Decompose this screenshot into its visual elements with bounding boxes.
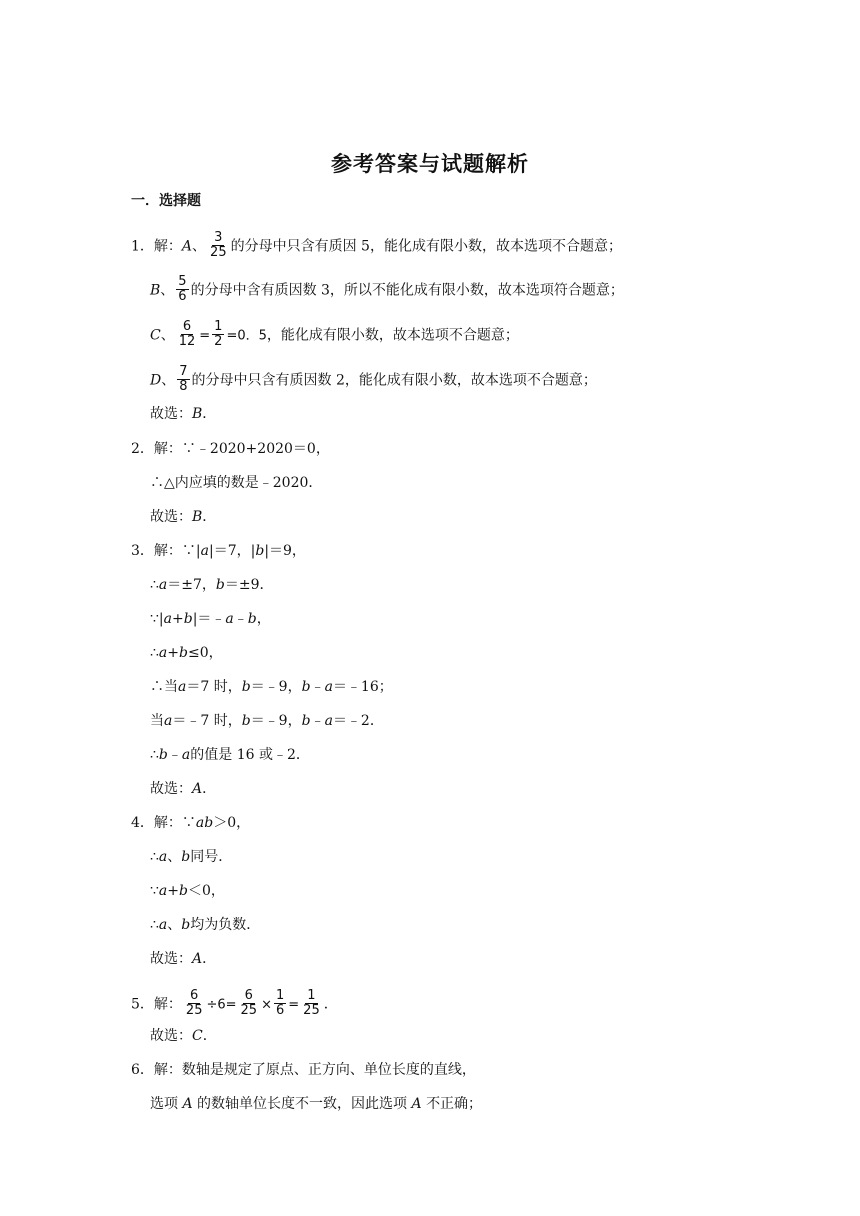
q2-step-2: ∴△内应填的数是﹣2020． [150, 475, 323, 491]
q1-sep: 、 [192, 238, 207, 255]
q3-line-5 [150, 678, 393, 696]
q1-line-c [150, 321, 519, 350]
q1-prefix: 解： [153, 238, 182, 255]
q1-option-a-text: 的分母中只含有质因 5，能化成有限小数，故本选项不合题意； [230, 238, 622, 255]
fraction-denominator: 2 [214, 334, 223, 349]
text: |＝9， [264, 543, 306, 559]
var-b: b [181, 849, 191, 865]
q6-line-1 [131, 1061, 476, 1079]
q4-line-3 [150, 882, 225, 900]
fraction-denominator: 25 [210, 245, 227, 260]
answer-letter: B [192, 406, 203, 422]
fraction-numerator: 5 [178, 274, 187, 289]
var-b: b [215, 577, 225, 593]
text: 解：∵ [153, 815, 196, 831]
fraction-denominator: 12 [178, 334, 196, 349]
q2-line-2 [150, 474, 322, 492]
fraction-numerator: 7 [179, 364, 188, 379]
text: ∵ [150, 883, 159, 899]
q5-fraction-2 [239, 989, 260, 1018]
text: ﹣ [310, 713, 325, 729]
text: 解： [153, 996, 182, 1013]
q5-fraction-1 [184, 989, 205, 1018]
q1-option-c-letter: C [150, 327, 161, 344]
q5-fraction-4 [301, 989, 322, 1018]
var-a: a [324, 679, 333, 695]
var-b: b [301, 713, 311, 729]
q3-line-2 [150, 576, 274, 594]
times-sign: × [261, 997, 272, 1013]
answer-letter: C [192, 1028, 203, 1044]
text: ＝﹣9， [250, 713, 302, 729]
var-A: A [411, 1096, 422, 1112]
equals-sign: = [288, 997, 300, 1013]
text: 选项 [150, 1096, 178, 1112]
text: ≤0， [187, 645, 223, 661]
answer-period: ． [202, 1028, 217, 1044]
var-a: a [225, 611, 234, 627]
q1-option-b-text: 的分母中含有质因数 3，所以不能化成有限小数，故本选项符合题意； [190, 282, 624, 299]
q1-fraction-d [177, 365, 189, 394]
text: ＝﹣7 时， [172, 713, 242, 729]
q1-number: 1． [131, 238, 154, 255]
q2-answer [150, 508, 216, 526]
q3-line-3 [150, 610, 271, 628]
text: ﹣ [233, 611, 248, 627]
q5-answer [150, 1027, 217, 1045]
var-a: a [158, 645, 168, 661]
q4-answer [150, 950, 216, 968]
text: + [171, 611, 184, 627]
text: |＝7，| [209, 543, 256, 559]
fraction-denominator: 6 [178, 289, 187, 304]
text: ＞0， [213, 815, 251, 831]
text: 的数轴单位长度不一致，因此选项 [197, 1096, 408, 1112]
q2-line-1 [131, 440, 330, 458]
text: ﹣ [310, 679, 325, 695]
var-a: a [178, 679, 187, 695]
q6-step-1: 解：数轴是规定了原点、正方向、单位长度的直线， [153, 1062, 476, 1078]
fraction-denominator: 25 [303, 1003, 320, 1018]
q1-fraction-c2 [212, 320, 224, 349]
q1-answer [150, 405, 216, 423]
q3-answer [150, 780, 216, 798]
text: ＜0， [187, 883, 225, 899]
q1-sep: 、 [160, 327, 175, 344]
q1-option-b-letter: B [150, 282, 161, 299]
answer-period: ． [202, 509, 217, 525]
text: ＝﹣9， [250, 679, 302, 695]
text: ∵| [150, 611, 164, 627]
decimal-value: =0．5 [226, 328, 267, 344]
var-b: b [183, 611, 193, 627]
fraction-numerator: 6 [244, 988, 253, 1003]
answer-letter: A [192, 951, 203, 967]
q1-option-a-letter: A [181, 238, 193, 255]
var-b: b [301, 679, 311, 695]
q4-number: 4． [131, 815, 154, 831]
var-a: a [164, 713, 173, 729]
q3-number: 3． [131, 543, 154, 559]
division-expression: ÷6= [206, 997, 237, 1013]
page-title: 参考答案与试题解析 [331, 151, 529, 176]
text: ∴ [150, 849, 159, 865]
q1-line-b [150, 276, 624, 305]
q1-fraction-c1 [177, 320, 198, 349]
text: ∴ [150, 917, 159, 933]
q2-step-1: 解：∵﹣2020+2020＝0， [153, 441, 330, 457]
text: |＝﹣ [192, 611, 226, 627]
var-a: a [158, 883, 168, 899]
var-b: b [241, 679, 251, 695]
text: 不正确； [426, 1096, 483, 1112]
fraction-denominator: 25 [185, 1003, 203, 1018]
text: ∴ [150, 747, 159, 763]
var-b: b [247, 611, 257, 627]
var-a: a [324, 713, 333, 729]
text: + [167, 883, 180, 899]
var-b: b [181, 917, 191, 933]
answer-letter: A [192, 781, 203, 797]
q4-line-2 [150, 848, 232, 866]
var-b: b [255, 543, 265, 559]
text: ∴ [150, 577, 159, 593]
var-b: b [179, 645, 188, 661]
var-a: a [200, 543, 209, 559]
var-b: b [158, 747, 168, 763]
var-b: b [179, 883, 188, 899]
var-a: a [158, 849, 168, 865]
fraction-numerator: 1 [275, 988, 285, 1003]
q4-line-4 [150, 916, 260, 934]
q2-number: 2． [131, 441, 154, 457]
q1-fraction-b [176, 275, 188, 304]
answer-period: ． [202, 781, 217, 797]
text: 、 [167, 917, 182, 933]
answer-label: 故选： [150, 406, 192, 422]
q3-line-7 [150, 746, 310, 764]
text: 当 [150, 713, 164, 729]
text: 、 [167, 849, 182, 865]
answer-label: 故选： [150, 509, 192, 525]
q6-number: 6． [131, 1062, 154, 1078]
answer-period: ． [202, 951, 217, 967]
var-a: a [158, 917, 168, 933]
q1-option-c-text: ，能化成有限小数，故本选项不合题意； [266, 327, 519, 344]
fraction-numerator: 1 [214, 319, 223, 334]
var-a: a [181, 747, 191, 763]
text: 的值是 16 或﹣2． [190, 747, 310, 763]
text: ＝±7， [167, 577, 216, 593]
fraction-denominator: 6 [275, 1003, 285, 1018]
answer-letter: B [192, 509, 203, 525]
fraction-numerator: 6 [190, 988, 199, 1003]
text: 均为负数． [190, 917, 261, 933]
q5-line-1 [131, 990, 338, 1019]
var-a: a [158, 577, 168, 593]
text: ＝﹣2． [332, 713, 384, 729]
q3-line-4 [150, 644, 223, 662]
q1-line-d [150, 366, 597, 395]
q5-fraction-3 [274, 989, 286, 1018]
q1-sep: 、 [160, 282, 175, 299]
q1-fraction-a [208, 231, 229, 260]
var-b: b [241, 713, 251, 729]
fraction-numerator: 6 [182, 319, 192, 334]
text: ∴当 [150, 679, 178, 695]
q1-option-d-text: 的分母中只含有质因数 2，能化成有限小数，故本选项不合题意； [191, 372, 597, 389]
text: ∴ [150, 645, 159, 661]
text: ＝±9． [224, 577, 274, 593]
fraction-numerator: 3 [214, 230, 223, 245]
fraction-denominator: 8 [179, 379, 188, 394]
text: 解：∵| [153, 543, 201, 559]
equals-sign: = [199, 328, 211, 344]
answer-label: 故选： [150, 781, 192, 797]
q5-number: 5． [131, 996, 154, 1013]
q1-line-a [131, 232, 622, 261]
fraction-denominator: 25 [240, 1003, 258, 1018]
text: ﹣ [167, 747, 182, 763]
section-heading: 一．选择题 [131, 193, 201, 209]
var-a: a [163, 611, 172, 627]
q1-sep: 、 [161, 372, 176, 389]
var-ab: ab [195, 815, 214, 831]
text: 同号． [190, 849, 233, 865]
answer-label: 故选： [150, 951, 192, 967]
text: ＝﹣16； [332, 679, 393, 695]
q4-line-1 [131, 814, 250, 832]
fraction-numerator: 1 [307, 988, 316, 1003]
var-A: A [182, 1096, 193, 1112]
q3-line-1 [131, 542, 306, 560]
q1-option-d-letter: D [150, 372, 162, 389]
answer-period: ． [202, 406, 217, 422]
q6-line-2 [150, 1095, 482, 1113]
text: ＝7 时， [186, 679, 242, 695]
text: ． [323, 996, 338, 1013]
text: ， [256, 611, 271, 627]
q3-line-6 [150, 712, 384, 730]
text: + [167, 645, 180, 661]
answer-label: 故选： [150, 1028, 192, 1044]
